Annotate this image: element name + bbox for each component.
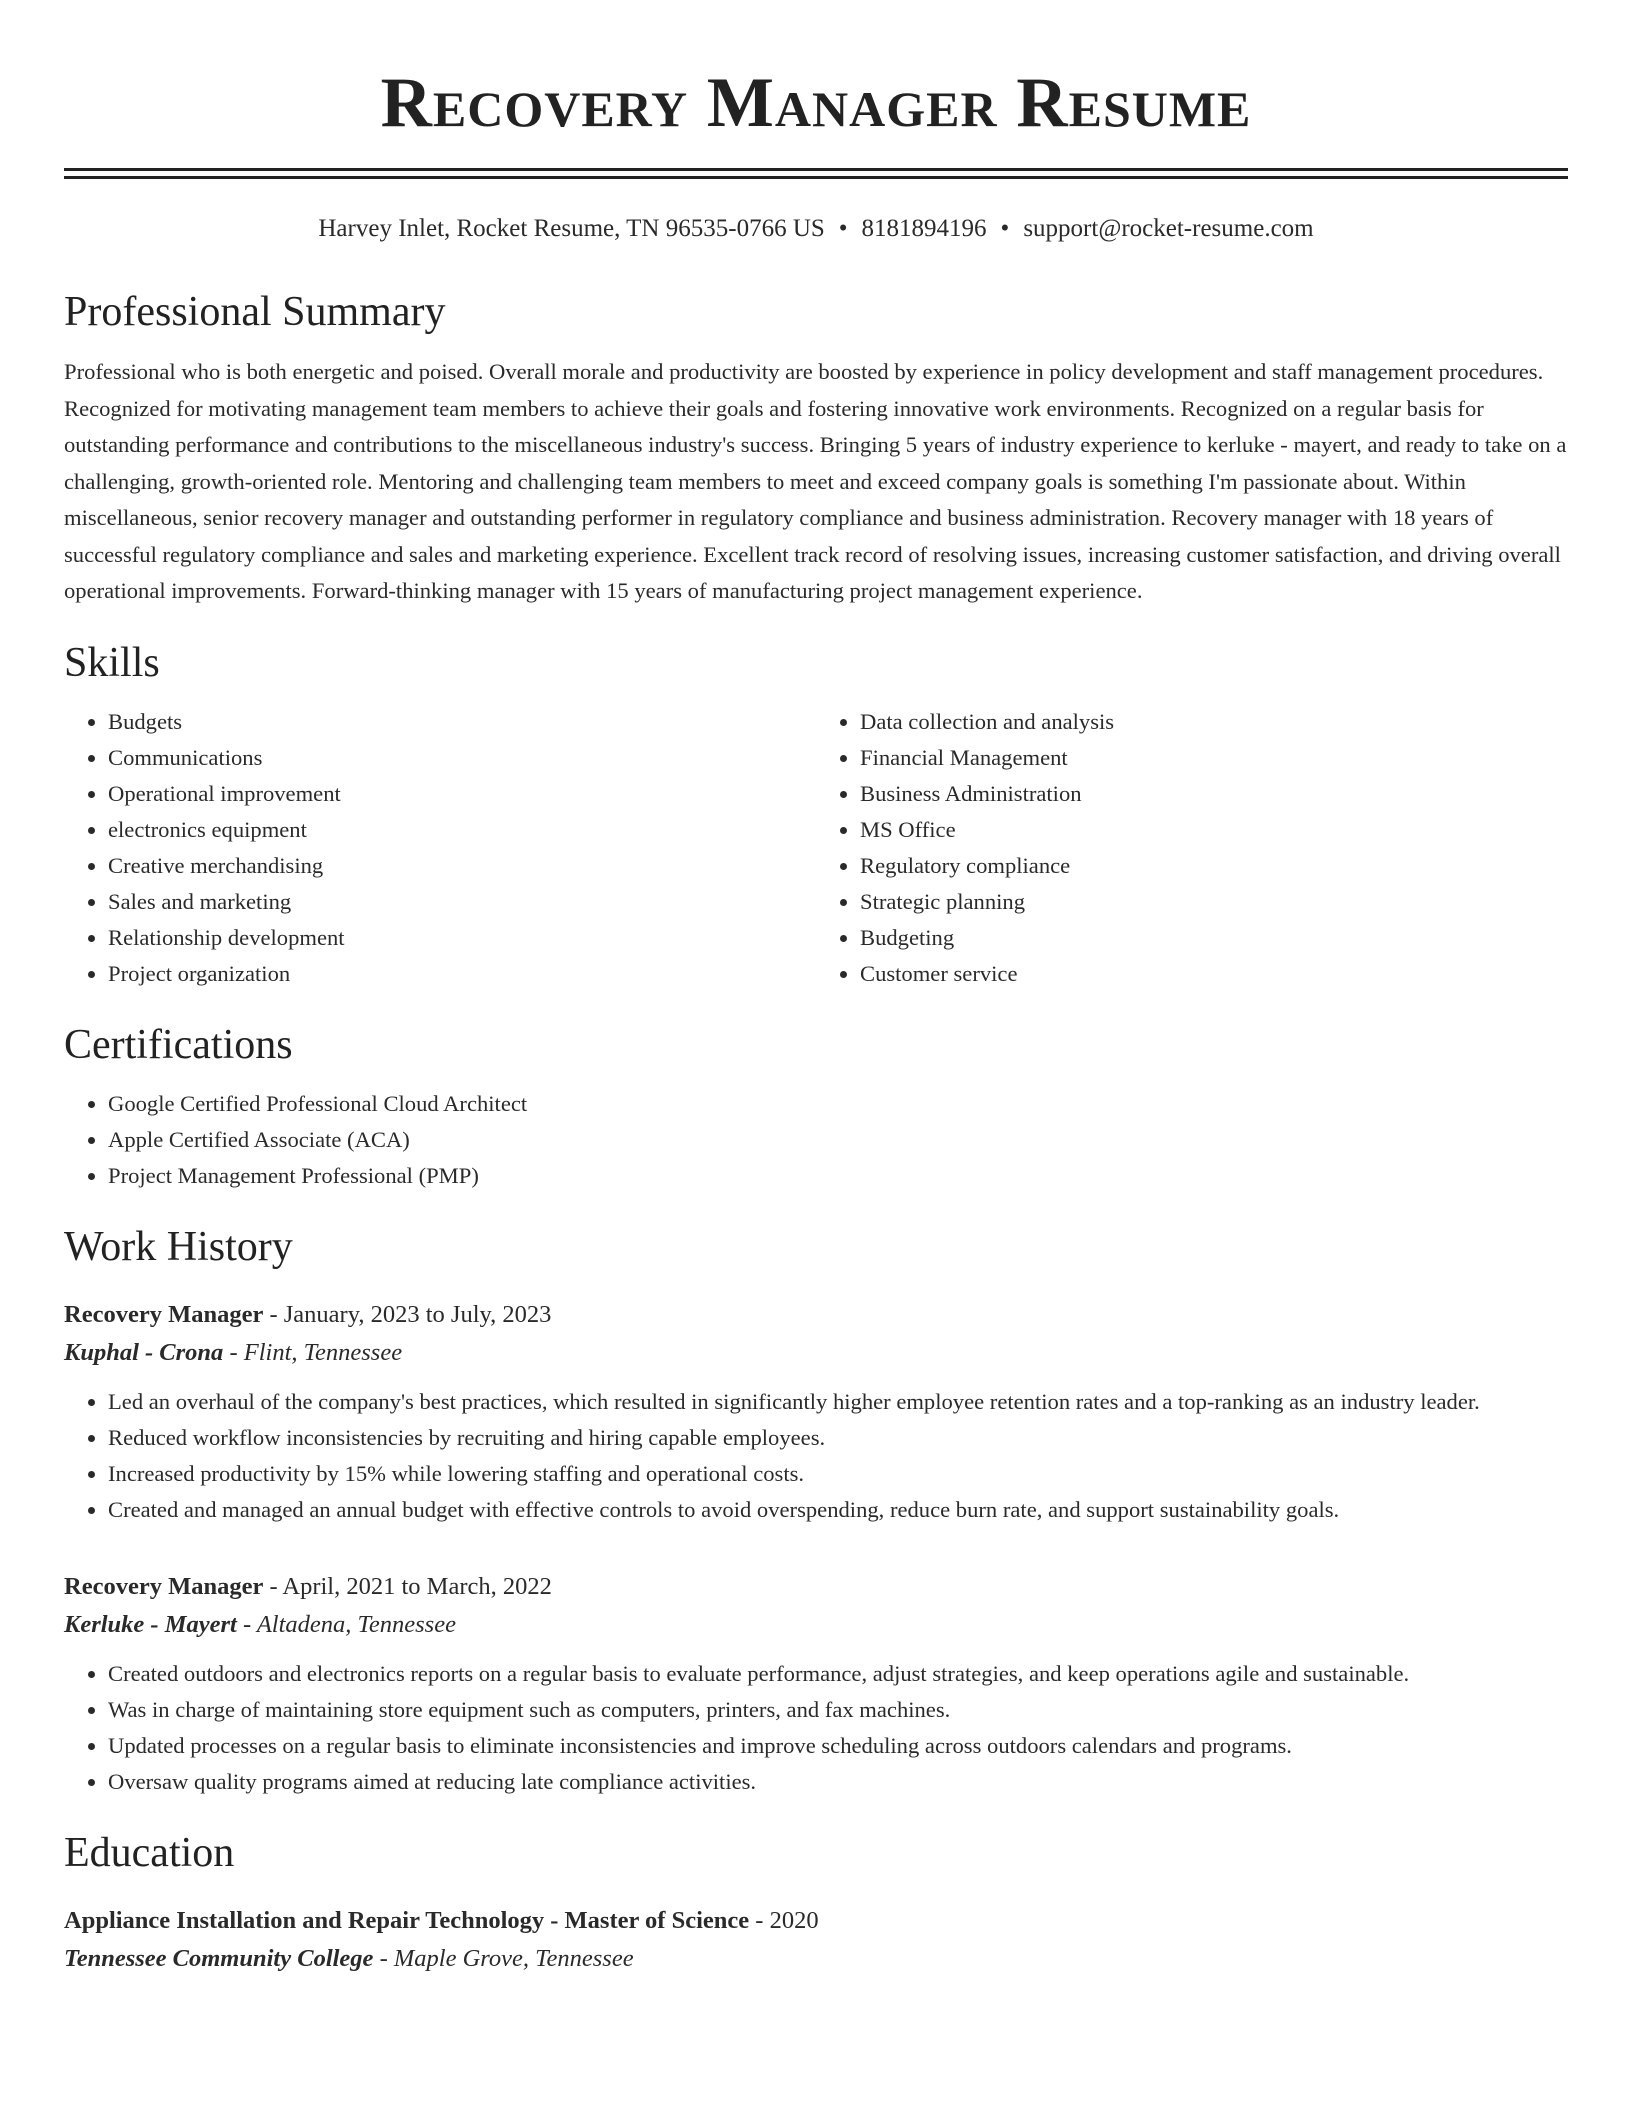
education-degree: Appliance Installation and Repair Technology - Master of Science	[64, 1906, 750, 1934]
job-location: Flint, Tennessee	[243, 1338, 403, 1366]
contact-line	[64, 213, 1568, 245]
job-bullets	[64, 1656, 1568, 1800]
skill-item: • Financial Management	[860, 740, 1568, 776]
contact-separator: •	[1000, 215, 1010, 242]
work-history-heading: Work History	[64, 1223, 293, 1270]
skill-item: • Communications	[108, 740, 816, 776]
certifications-section	[64, 1020, 1568, 1194]
skill-item: • Project organization	[108, 956, 816, 992]
skill-item: • Relationship development	[108, 920, 816, 956]
certifications-list	[64, 1086, 1568, 1194]
education-heading: Education	[64, 1829, 235, 1876]
contact-separator: •	[838, 215, 848, 242]
page-title: Recovery Manager Resume	[380, 64, 1252, 142]
skills-columns	[64, 704, 1568, 992]
job-bullet: • Updated processes on a regular basis to eliminate inconsistencies and improve scheduling across outdoors calendars and programs.	[108, 1728, 1568, 1764]
job-dates: January, 2023 to July, 2023	[283, 1300, 552, 1328]
job-employer: Kuphal - Crona - Flint, Tennessee	[64, 1338, 403, 1366]
skill-item: • Creative merchandising	[108, 848, 816, 884]
skill-item: • Budgets	[108, 704, 816, 740]
skill-item: • MS Office	[860, 812, 1568, 848]
skill-item: • electronics equipment	[108, 812, 816, 848]
job-title: Recovery Manager	[64, 1572, 264, 1600]
certification-item: • Google Certified Professional Cloud Architect	[108, 1086, 1568, 1122]
summary-section	[64, 287, 1568, 610]
certification-item: • Project Management Professional (PMP)	[108, 1158, 1568, 1194]
job-dates: April, 2021 to March, 2022	[282, 1572, 552, 1600]
job-bullet: • Oversaw quality programs aimed at reducing late compliance activities.	[108, 1764, 1568, 1800]
skills-section	[64, 638, 1568, 992]
summary-heading: Professional Summary	[64, 289, 446, 335]
skill-item: • Customer service	[860, 956, 1568, 992]
job-bullets	[64, 1384, 1568, 1528]
job-bullet: • Reduced workflow inconsistencies by recruiting and hiring capable employees.	[108, 1420, 1568, 1456]
job-employer: Kerluke - Mayert - Altadena, Tennessee	[64, 1610, 456, 1638]
work-history-section	[64, 1222, 1568, 1800]
job-bullet: • Increased productivity by 15% while lowering staffing and operational costs.	[108, 1456, 1568, 1492]
job-company: Kerluke - Mayert	[64, 1610, 237, 1638]
skill-item: • Business Administration	[860, 776, 1568, 812]
education-section	[64, 1828, 1568, 1978]
job-bullet: • Created outdoors and electronics reports on a regular basis to evaluate performance, adjust strategies, and keep operations agile and sustainable.	[108, 1656, 1568, 1692]
contact-address: Harvey Inlet, Rocket Resume, TN 96535-0766 US	[318, 215, 825, 242]
job-company: Kuphal - Crona	[64, 1338, 224, 1366]
skills-heading: Skills	[64, 639, 160, 686]
job-header: Recovery Manager - January, 2023 to July, 2023	[64, 1300, 552, 1328]
job-bullet: • Created and managed an annual budget with effective controls to avoid overspending, reduce burn rate, and support sustainability goals.	[108, 1492, 1568, 1528]
summary-text: Professional who is both energetic and poised. Overall morale and productivity are boosted by experience in policy development and staff management procedures. Recognized for motivating management team members to achieve their goals and fostering innovative work environments. Recognized on a regular basis for outstanding performance and contributions to the miscellaneous industry's success. Bringing 5 years of industry experience to kerluke - mayert, and ready to take on a challenging, growth-oriented role. Mentoring and challenging team members to meet and exceed company goals is something I'm passionate about. Within miscellaneous, senior recovery manager and outstanding performer in regulatory compliance and business administration. Recovery manager with 18 years of successful regulatory compliance and sales and marketing experience. Excellent track record of resolving issues, increasing customer satisfaction, and driving overall operational improvements. Forward-thinking manager with 15 years of manufacturing project management experience.	[64, 359, 1567, 603]
certifications-heading: Certifications	[64, 1021, 293, 1068]
education-location: Maple Grove, Tennessee	[393, 1944, 634, 1972]
skill-item: • Strategic planning	[860, 884, 1568, 920]
skill-item: • Data collection and analysis	[860, 704, 1568, 740]
job-bullet: • Was in charge of maintaining store equipment such as computers, printers, and fax machines.	[108, 1692, 1568, 1728]
job-header: Recovery Manager - April, 2021 to March, 2022	[64, 1572, 552, 1600]
certification-item: • Apple Certified Associate (ACA)	[108, 1122, 1568, 1158]
education-year: 2020	[769, 1906, 819, 1934]
contact-phone: 8181894196	[861, 215, 987, 242]
job-entry	[64, 1296, 1568, 1528]
education-school-line: Tennessee Community College - Maple Grove, Tennessee	[64, 1944, 634, 1972]
education-school: Tennessee Community College	[64, 1944, 374, 1972]
skill-item: • Operational improvement	[108, 776, 816, 812]
skills-list-right	[816, 704, 1568, 992]
skills-list-left	[64, 704, 816, 992]
title-divider	[64, 168, 1568, 179]
job-title: Recovery Manager	[64, 1300, 264, 1328]
job-location: Altadena, Tennessee	[256, 1610, 456, 1638]
job-entry	[64, 1568, 1568, 1800]
education-degree-line: Appliance Installation and Repair Technology - Master of Science - 2020	[64, 1906, 819, 1934]
skill-item: • Budgeting	[860, 920, 1568, 956]
skill-item: • Regulatory compliance	[860, 848, 1568, 884]
job-bullet: • Led an overhaul of the company's best practices, which resulted in significantly higher employee retention rates and a top-ranking as an industry leader.	[108, 1384, 1568, 1420]
contact-email: support@rocket-resume.com	[1023, 215, 1314, 242]
skill-item: • Sales and marketing	[108, 884, 816, 920]
